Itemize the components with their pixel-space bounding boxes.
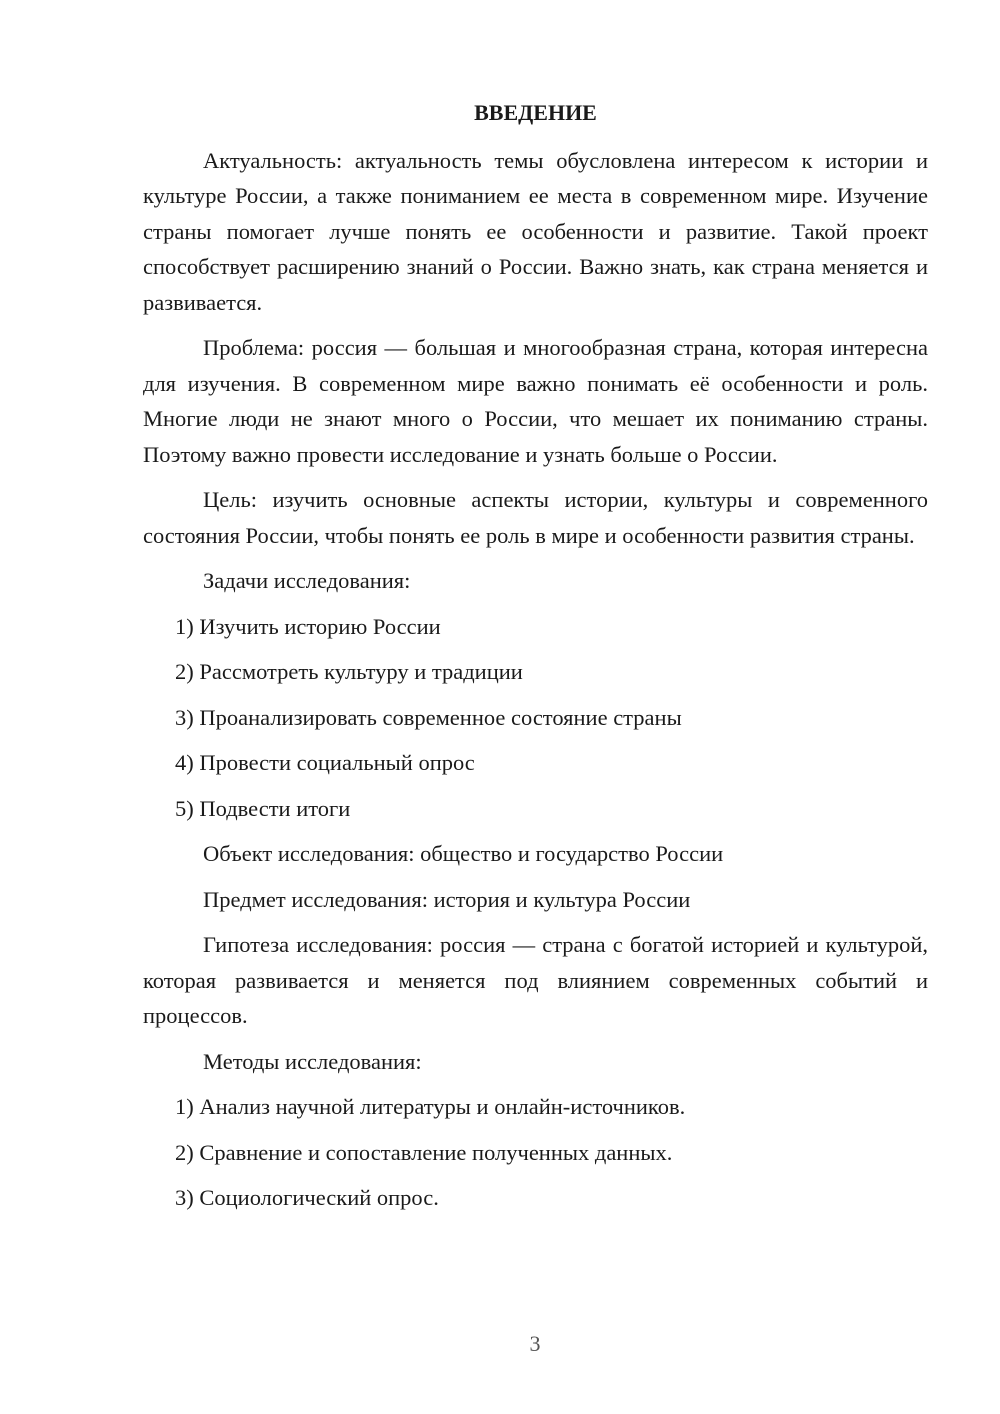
task-item: 1) Изучить историю России bbox=[175, 613, 441, 639]
task-item: 3) Проанализировать современное состояние страны bbox=[175, 704, 682, 730]
document-page bbox=[143, 95, 928, 1226]
hypothesis-paragraph: Гипотеза исследования: россия — страна с богатой историей и культурой, которая развивается и меняется под влиянием современных событий и процессов. bbox=[143, 932, 928, 1028]
research-object: Объект исследования: общество и государство России bbox=[203, 841, 724, 866]
method-item: 3) Социологический опрос. bbox=[175, 1185, 439, 1210]
page-title: ВВЕДЕНИЕ bbox=[474, 100, 597, 125]
method-item: 1) Анализ научной литературы и онлайн-источников. bbox=[175, 1094, 686, 1119]
research-subject: Предмет исследования: история и культура России bbox=[203, 886, 691, 912]
method-item: 2) Сравнение и сопоставление полученных данных. bbox=[175, 1139, 673, 1165]
task-item: 5) Подвести итоги bbox=[175, 795, 351, 821]
goal-paragraph: Цель: изучить основные аспекты истории, культуры и современного состояния России, чтобы понять ее роль в мире и особенности развития страны. bbox=[143, 487, 928, 548]
problem-paragraph: Проблема: россия — большая и многообразная страна, которая интересна для изучения. В современном мире важно понимать её особенности и роль. Многие люди не знают много о России, что мешает их пониманию страны. Поэтому важно провести исследование и узнать больше о России. bbox=[143, 335, 928, 467]
page-number: 3 bbox=[529, 1331, 541, 1356]
task-item: 4) Провести социальный опрос bbox=[175, 750, 475, 775]
relevance-paragraph: Актуальность: актуальность темы обусловлена интересом к истории и культуре России, а также пониманием ее места в современном мире. Изучение страны помогает лучше понять ее особенности и развитие. Такой проект способствует расширению знаний о России. Важно знать, как страна меняется и развивается. bbox=[143, 147, 928, 315]
tasks-heading: Задачи исследования: bbox=[203, 568, 411, 593]
task-item: 2) Рассмотреть культуру и традиции bbox=[175, 659, 523, 684]
tasks-list bbox=[143, 609, 928, 827]
methods-list bbox=[143, 1089, 928, 1216]
methods-heading: Методы исследования: bbox=[203, 1048, 422, 1074]
